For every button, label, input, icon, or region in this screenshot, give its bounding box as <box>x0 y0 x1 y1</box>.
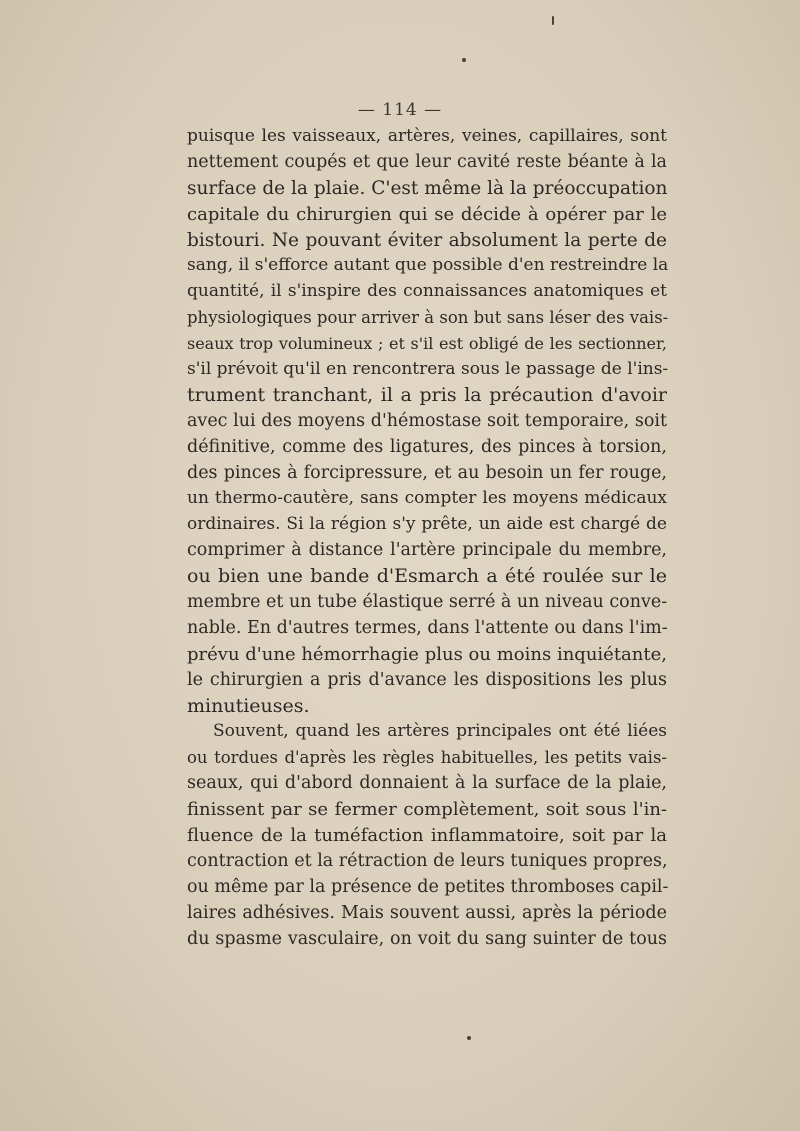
text-line: ou bien une bande d'Esmarch a été roulée sur le <box>187 565 667 588</box>
text-line: surface de la plaie. C'est même là la préoccupation <box>187 177 668 199</box>
text-line: du spasme vasculaire, on voit du sang suinter de tous <box>187 928 667 949</box>
text-line: un thermo-cautère, sans compter les moyens médicaux <box>187 488 667 509</box>
text-line: contraction et la rétraction de leurs tuniques propres, <box>187 850 668 871</box>
text-line: trument tranchant, il a pris la précaution d'avoir <box>187 383 667 406</box>
text-line: capitale du chirurgien qui se décide à opérer par le <box>187 203 667 225</box>
text-line: nable. En d'autres termes, dans l'attente ou dans l'im- <box>187 617 668 638</box>
text-line: physiologiques pour arriver à son but sans léser des vais- <box>187 308 669 328</box>
text-line: des pinces à forcipressure, et au besoin un fer rouge, <box>187 462 667 483</box>
text-line: nettement coupés et que leur cavité reste béante à la <box>187 151 667 172</box>
text-line: membre et un tube élastique serré à un niveau conve- <box>187 592 668 613</box>
paper-speck <box>552 16 554 25</box>
text-line: minutieuses. <box>187 694 310 717</box>
text-line: ou tordues d'après les règles habituelles, les petits vais- <box>187 748 667 768</box>
text-line: finissent par se fermer complètement, soit sous l'in- <box>187 799 667 821</box>
text-line: prévu d'une hémorrhagie plus ou moins inquiétante, <box>187 643 667 665</box>
page-number: — 114 — <box>357 100 443 120</box>
text-line: puisque les vaisseaux, artères, veines, capillaires, sont <box>187 126 667 146</box>
text-line: s'il prévoit qu'il en rencontrera sous le passage de l'ins- <box>187 359 669 380</box>
body-text <box>187 124 667 953</box>
text-line: sang, il s'efforce autant que possible d'en restreindre la <box>187 255 669 276</box>
text-line: le chirurgien a pris d'avance les dispositions les plus <box>187 669 667 690</box>
text-line: ou même par la présence de petites thromboses capil- <box>187 876 669 897</box>
paper-speck <box>462 58 466 62</box>
text-line: avec lui des moyens d'hémostase soit temporaire, soit <box>187 410 667 431</box>
text-line: Souvent, quand les artères principales ont été liées <box>213 721 667 742</box>
paragraph-2 <box>187 719 667 952</box>
paragraph-1 <box>187 124 667 719</box>
text-line: bistouri. Ne pouvant éviter absolument la perte de <box>187 229 667 251</box>
text-line: seaux, qui d'abord donnaient à la surface de la plaie, <box>187 773 667 794</box>
text-line: quantité, il s'inspire des connaissances anatomiques et <box>187 281 667 302</box>
text-line: définitive, comme des ligatures, des pinces à torsion, <box>187 436 667 457</box>
paper-speck <box>467 1036 471 1040</box>
text-line: laires adhésives. Mais souvent aussi, après la période <box>187 902 667 923</box>
text-line: comprimer à distance l'artère principale du membre, <box>187 540 667 561</box>
text-line: ordinaires. Si la région s'y prête, un aide est chargé de <box>187 514 667 535</box>
text-line: seaux trop volumineux ; et s'il est obligé de les sectionner, <box>187 334 667 354</box>
text-line: fluence de la tuméfaction inflammatoire, soit par la <box>187 825 667 847</box>
